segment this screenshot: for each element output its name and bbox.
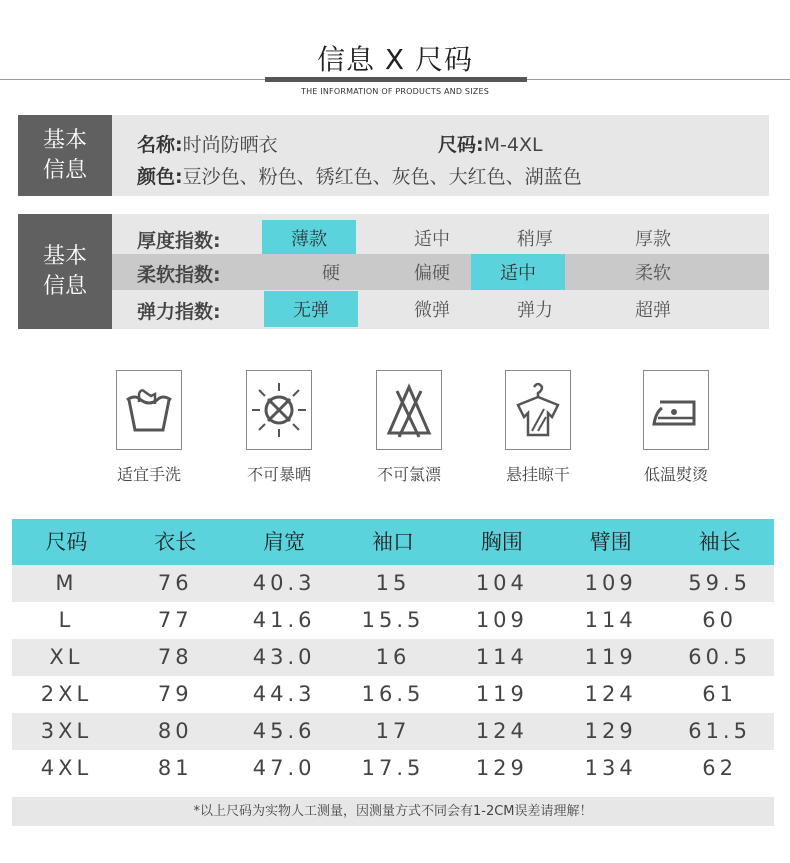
- elasticity-row: [112, 291, 769, 327]
- table-cell: 119: [475, 682, 528, 706]
- color-key: 颜色:: [137, 166, 183, 188]
- low-iron-icon: [643, 370, 709, 450]
- table-cell: 109: [475, 608, 528, 632]
- column-header: 袖口: [372, 530, 414, 554]
- table-cell: 77: [157, 608, 193, 632]
- elasticity-label: 弹力指数:: [137, 301, 221, 323]
- table-row: [12, 639, 774, 676]
- table-cell: 60: [702, 608, 737, 632]
- table-cell: 3XL: [40, 719, 93, 743]
- basic-info-label: [18, 115, 112, 196]
- table-cell: 109: [584, 571, 637, 595]
- table-row: [12, 676, 774, 713]
- thickness-option: 厚款: [635, 229, 671, 250]
- no-bleach-icon: [376, 370, 442, 450]
- fabric-index-label-line1: 基本: [42, 243, 87, 269]
- care-label: 适宜手洗: [116, 465, 181, 484]
- table-cell: 47.0: [252, 756, 316, 780]
- table-cell: 81: [157, 756, 193, 780]
- column-header: 臂围: [589, 530, 632, 554]
- table-cell: M: [55, 571, 78, 595]
- table-cell: 114: [475, 645, 528, 669]
- elasticity-option: 弹力: [517, 300, 553, 321]
- table-cell: 45.6: [252, 719, 316, 743]
- table-cell: 59.5: [688, 571, 751, 595]
- fabric-index-label: [18, 214, 112, 329]
- table-cell: 124: [584, 682, 637, 706]
- page-title: 信息 X 尺码: [317, 43, 473, 76]
- softness-option: 适中: [471, 254, 565, 290]
- softness-option: 柔软: [635, 263, 671, 284]
- table-cell: 16: [375, 645, 411, 669]
- care-item-hang-dry: [488, 370, 588, 485]
- softness-row: [112, 254, 769, 290]
- elasticity-option: 无弹: [264, 291, 358, 327]
- color-line: [137, 162, 582, 189]
- column-header: 尺码: [45, 530, 88, 554]
- table-row: [12, 750, 774, 787]
- table-cell: 129: [475, 756, 528, 780]
- column-header: 衣长: [154, 530, 197, 554]
- page-subtitle: THE INFORMATION OF PRODUCTS AND SIZES: [301, 87, 489, 96]
- column-header: 胸围: [480, 530, 523, 554]
- care-label: 悬挂晾干: [505, 465, 570, 484]
- table-cell: 78: [157, 645, 193, 669]
- care-label: 低温熨烫: [643, 465, 708, 484]
- table-cell: XL: [49, 645, 84, 669]
- table-cell: 114: [584, 608, 637, 632]
- table-row: [12, 713, 774, 750]
- product-name-key: 名称:: [137, 134, 183, 156]
- elasticity-option: 微弹: [414, 300, 450, 321]
- size-table-header: [12, 519, 774, 565]
- table-cell: 17: [375, 719, 411, 743]
- table-row: [12, 565, 774, 602]
- table-cell: 79: [157, 682, 193, 706]
- care-label: 不可暴晒: [246, 465, 311, 484]
- table-cell: 80: [157, 719, 193, 743]
- product-name-value: 时尚防晒衣: [182, 134, 278, 156]
- table-cell: 40.3: [252, 571, 316, 595]
- table-cell: 41.6: [252, 608, 316, 632]
- size-range-line: [438, 130, 543, 157]
- softness-option: 硬: [322, 263, 340, 284]
- softness-option: 偏硬: [414, 263, 450, 284]
- table-cell: 62: [702, 756, 737, 780]
- product-name-line: [137, 130, 278, 157]
- thickness-option: 薄款: [262, 220, 356, 256]
- table-cell: 129: [584, 719, 637, 743]
- table-cell: 60.5: [688, 645, 751, 669]
- table-cell: 61: [702, 682, 737, 706]
- measurement-note: *以上尺码为实物人工测量，因测量方式不同会有1-2CM误差请理解！: [12, 797, 774, 826]
- table-cell: 44.3: [252, 682, 316, 706]
- table-cell: 4XL: [40, 756, 93, 780]
- table-cell: 43.0: [252, 645, 316, 669]
- table-cell: L: [58, 608, 75, 632]
- no-sun-icon: [246, 370, 312, 450]
- table-cell: 2XL: [40, 682, 93, 706]
- column-header: 肩宽: [263, 530, 306, 554]
- size-range-key: 尺码:: [438, 134, 484, 156]
- elasticity-option: 超弹: [635, 300, 671, 321]
- hang-dry-icon: [505, 370, 571, 450]
- table-cell: 124: [475, 719, 528, 743]
- softness-label: 柔软指数:: [137, 264, 221, 286]
- thickness-row: [112, 220, 769, 256]
- table-cell: 17.5: [361, 756, 425, 780]
- table-cell: 61.5: [688, 719, 751, 743]
- table-cell: 76: [157, 571, 193, 595]
- fabric-index-panel: [18, 214, 769, 329]
- header-accent-bar: [265, 77, 527, 82]
- basic-info-label-line2: 信息: [42, 157, 87, 183]
- care-item-hand-wash: [99, 370, 199, 485]
- hand-wash-icon: [116, 370, 182, 450]
- care-item-low-iron: [626, 370, 726, 485]
- table-cell: 15.5: [361, 608, 425, 632]
- size-table: [12, 519, 774, 787]
- care-item-no-bleach: [359, 370, 459, 485]
- size-range-value: M-4XL: [483, 134, 543, 156]
- table-cell: 104: [475, 571, 528, 595]
- table-cell: 119: [584, 645, 637, 669]
- table-row: [12, 602, 774, 639]
- basic-info-label-line1: 基本: [42, 127, 87, 153]
- table-cell: 16.5: [361, 682, 425, 706]
- care-item-no-sun: [229, 370, 329, 485]
- table-cell: 15: [375, 571, 411, 595]
- column-header: 袖长: [698, 530, 741, 554]
- color-value: 豆沙色、粉色、锈红色、灰色、大红色、湖蓝色: [182, 166, 582, 188]
- basic-info-panel: [18, 115, 769, 196]
- thickness-label: 厚度指数:: [137, 230, 221, 252]
- care-label: 不可氯漂: [376, 465, 441, 484]
- fabric-index-label-line2: 信息: [42, 273, 87, 299]
- thickness-option: 适中: [414, 229, 450, 250]
- table-cell: 134: [584, 756, 637, 780]
- thickness-option: 稍厚: [517, 229, 553, 250]
